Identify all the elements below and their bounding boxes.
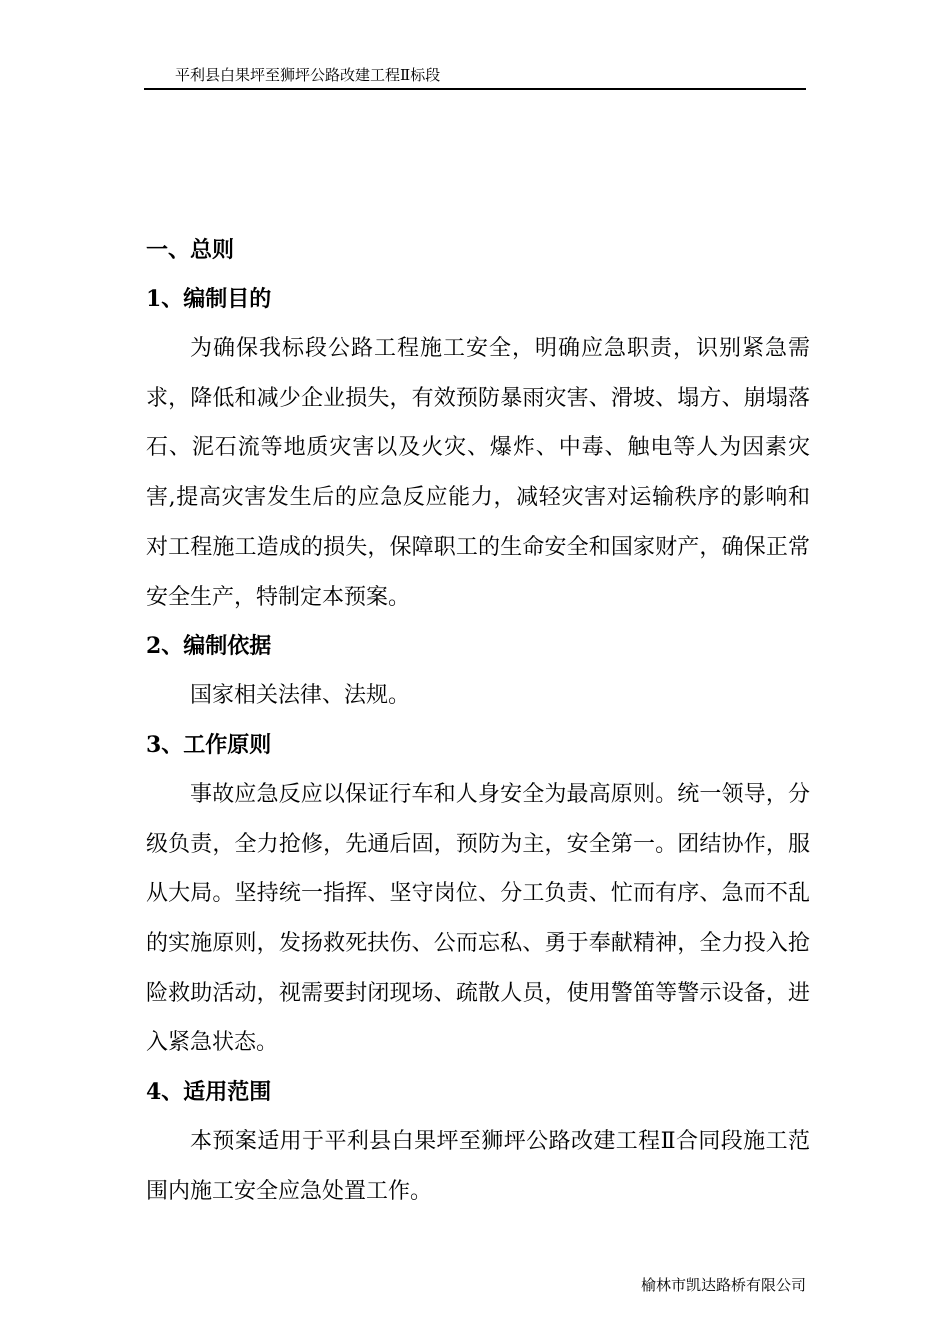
paragraph-principles: 事故应急反应以保证行车和人身安全为最高原则。统一领导，分级负责，全力抢修，先通后固，预防为主，安全第一。团结协作，服从大局。坚持统一指挥、坚守岗位、分工负责、忙而有序、急而不乱的实施原则，发扬救死扶伤、公而忘私、勇于奉献精神，全力投入抢险救助活动，视需要封闭现场、疏散人员，使用警笛等警示设备，进入紧急状态。 [146,781,810,1056]
subsection-heading-scope: 4、适用范围 [146,1079,272,1106]
paragraph-basis: 国家相关法律、法规。 [190,683,411,709]
section-title: 一、总则 [146,237,235,263]
header-divider [144,88,806,90]
subsection-heading-purpose: 1、编制目的 [146,286,272,312]
paragraph-scope: 本预案适用于平利县白果坪至狮坪公路改建工程Ⅱ合同段施工范围内施工安全应急处置工作。 [146,1129,810,1204]
paragraph-purpose: 为确保我标段公路工程施工安全，明确应急职责，识别紧急需求，降低和减少企业损失，有效预防暴雨灾害、滑坡、塌方、崩塌落石、泥石流等地质灾害以及火灾、爆炸、中毒、触电等人为因素灾害,提高灾害发生后的应急反应能力，减轻灾害对运输秩序的影响和对工程施工造成的损失，保障职工的生命安全和国家财产，确保正常安全生产，特制定本预案。 [146,336,810,610]
document-body [146,226,810,1217]
subsection-heading-basis: 2、编制依据 [146,633,272,660]
subsection-heading-principles: 3、工作原则 [146,731,272,758]
page-footer: 榆林市凯达路桥有限公司 [640,1278,806,1294]
header-title: 平利县白果坪至狮坪公路改建工程Ⅱ标段 [175,68,441,84]
